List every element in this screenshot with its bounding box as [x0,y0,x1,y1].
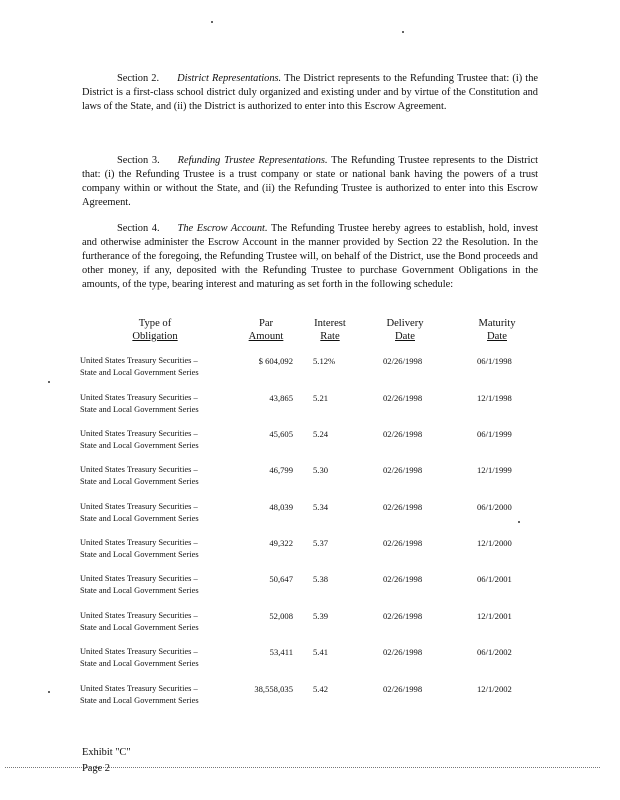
section-4-paragraph [82,222,538,292]
header-maturity-date [462,317,532,343]
row-interest-rate: 5.34 [313,502,329,512]
row-par-amount: 45,605 [269,429,293,439]
row-type [80,646,240,670]
section-2-heading: Section 2. [117,73,160,84]
row-delivery-date: 02/26/1998 [383,502,423,512]
row-par-amount: 52,008 [269,611,293,621]
row-maturity-date: 06/1/1998 [477,356,512,366]
row-type [80,537,240,561]
table-row [0,464,620,490]
exhibit-label: Exhibit "C" [82,747,131,758]
row-delivery-date: 02/26/1998 [383,393,423,403]
section-2-paragraph [82,72,538,114]
row-maturity-date: 12/1/2001 [477,611,512,621]
table-row [0,683,620,709]
row-type-line2: State and Local Government Series [80,441,199,450]
row-par-amount: 49,322 [269,538,293,548]
row-type [80,610,240,634]
section-2-title: District Representations. [177,73,282,84]
row-type-line2: State and Local Government Series [80,477,199,486]
row-interest-rate: 5.42 [313,684,329,694]
header-maturity-line2: Date [487,331,507,342]
section-3-heading: Section 3. [117,155,160,166]
row-delivery-date: 02/26/1998 [383,574,423,584]
row-type-line1: United States Treasury Securities – [80,611,198,620]
row-type-line1: United States Treasury Securities – [80,574,198,583]
row-par-amount: 50,647 [269,574,293,584]
row-type-line1: United States Treasury Securities – [80,502,198,511]
row-type-line1: United States Treasury Securities – [80,429,198,438]
row-type-line1: United States Treasury Securities – [80,684,198,693]
section-4-heading: Section 4. [117,223,160,234]
row-interest-rate: 5.41 [313,647,329,657]
row-type [80,464,240,488]
row-type-line2: State and Local Government Series [80,368,199,377]
row-type-line1: United States Treasury Securities – [80,647,198,656]
row-type [80,392,240,416]
table-row [0,392,620,418]
scan-speck [48,381,50,383]
row-delivery-date: 02/26/1998 [383,356,423,366]
row-interest-rate: 5.24 [313,429,329,439]
row-type-line1: United States Treasury Securities – [80,465,198,474]
header-interest-line1: Interest [314,318,346,329]
header-par-line1: Par [258,318,274,329]
header-delivery-line2: Date [395,331,415,342]
row-par-amount: 43,865 [269,393,293,403]
row-type-line1: United States Treasury Securities – [80,356,198,365]
section-3-title: Refunding Trustee Representations. [177,155,328,166]
table-row [0,610,620,636]
row-type-line2: State and Local Government Series [80,405,199,414]
header-maturity-line1: Maturity [478,318,516,329]
row-type-line1: United States Treasury Securities – [80,393,198,402]
header-interest-rate [302,317,358,343]
row-maturity-date: 12/1/1998 [477,393,512,403]
table-row [0,428,620,454]
row-par-amount: 48,039 [269,502,293,512]
header-par-line2: Amount [248,331,284,342]
header-type-line1: Type of [138,318,172,329]
section-4-title: The Escrow Account. [177,223,268,234]
scan-speck [402,31,404,33]
table-row [0,501,620,527]
header-interest-line2: Rate [320,331,340,342]
table-row [0,355,620,381]
row-delivery-date: 02/26/1998 [383,647,423,657]
row-par-amount: $ 604,092 [258,356,293,366]
header-par-amount [236,317,296,343]
table-row [0,646,620,672]
table-row [0,573,620,599]
row-type [80,683,240,707]
row-type-line1: United States Treasury Securities – [80,538,198,547]
row-par-amount: 53,411 [269,647,293,657]
row-type [80,573,240,597]
row-delivery-date: 02/26/1998 [383,611,423,621]
header-delivery-line1: Delivery [386,318,424,329]
row-delivery-date: 02/26/1998 [383,538,423,548]
row-delivery-date: 02/26/1998 [383,429,423,439]
row-type [80,501,240,525]
row-type-line2: State and Local Government Series [80,550,199,559]
row-type-line2: State and Local Government Series [80,514,199,523]
row-maturity-date: 12/1/1999 [477,465,512,475]
section-4-text: The Refunding Trustee hereby agrees to establish, hold, invest and otherwise administer the Escrow Account in the manner provided by Section 22 the Resolution. In the furtherance of the foregoing, the Refunding Trustee will, on behalf of the District, use the Bond proceeds and other money, if any, deposited with the Refunding Trustee to purchase Government Obligations in the amounts, of the type, bearing interest and maturing as set forth in the following schedule: [82,223,538,290]
row-interest-rate: 5.30 [313,465,329,475]
row-type [80,355,240,379]
row-maturity-date: 12/1/2000 [477,538,512,548]
row-maturity-date: 06/1/2000 [477,502,512,512]
row-type-line2: State and Local Government Series [80,659,199,668]
row-type-line2: State and Local Government Series [80,696,199,705]
row-par-amount: 38,558,035 [254,684,293,694]
page-number: Page 2 [82,763,110,774]
table-row [0,537,620,563]
row-interest-rate: 5.39 [313,611,329,621]
scan-speck [211,21,213,23]
row-maturity-date: 06/1/2001 [477,574,512,584]
header-delivery-date [370,317,440,343]
header-type-line2: Obligation [132,331,178,342]
row-interest-rate: 5.12% [313,356,336,366]
row-interest-rate: 5.21 [313,393,329,403]
row-delivery-date: 02/26/1998 [383,465,423,475]
row-interest-rate: 5.38 [313,574,329,584]
row-par-amount: 46,799 [269,465,293,475]
section-2-text: The District represents to the Refunding Trustee that: (i) the District is a first-class school district duly organized and existing under and by virtue of the Constitution and laws of the State, and (ii) the District is authorized to enter into this Escrow Agreement. [82,73,538,112]
row-delivery-date: 02/26/1998 [383,684,423,694]
row-type-line2: State and Local Government Series [80,623,199,632]
row-maturity-date: 12/1/2002 [477,684,512,694]
row-maturity-date: 06/1/2002 [477,647,512,657]
row-interest-rate: 5.37 [313,538,329,548]
row-type [80,428,240,452]
section-3-paragraph [82,154,538,210]
row-maturity-date: 06/1/1999 [477,429,512,439]
row-type-line2: State and Local Government Series [80,586,199,595]
header-type-of-obligation [105,317,205,343]
section-3-text: The Refunding Trustee represents to the District that: (i) the Refunding Trustee is a trust company or state or national bank having the powers of a trust company within or without the State, and (ii) the Refunding Trustee is authorized to enter into this Escrow Agreement. [82,155,539,208]
